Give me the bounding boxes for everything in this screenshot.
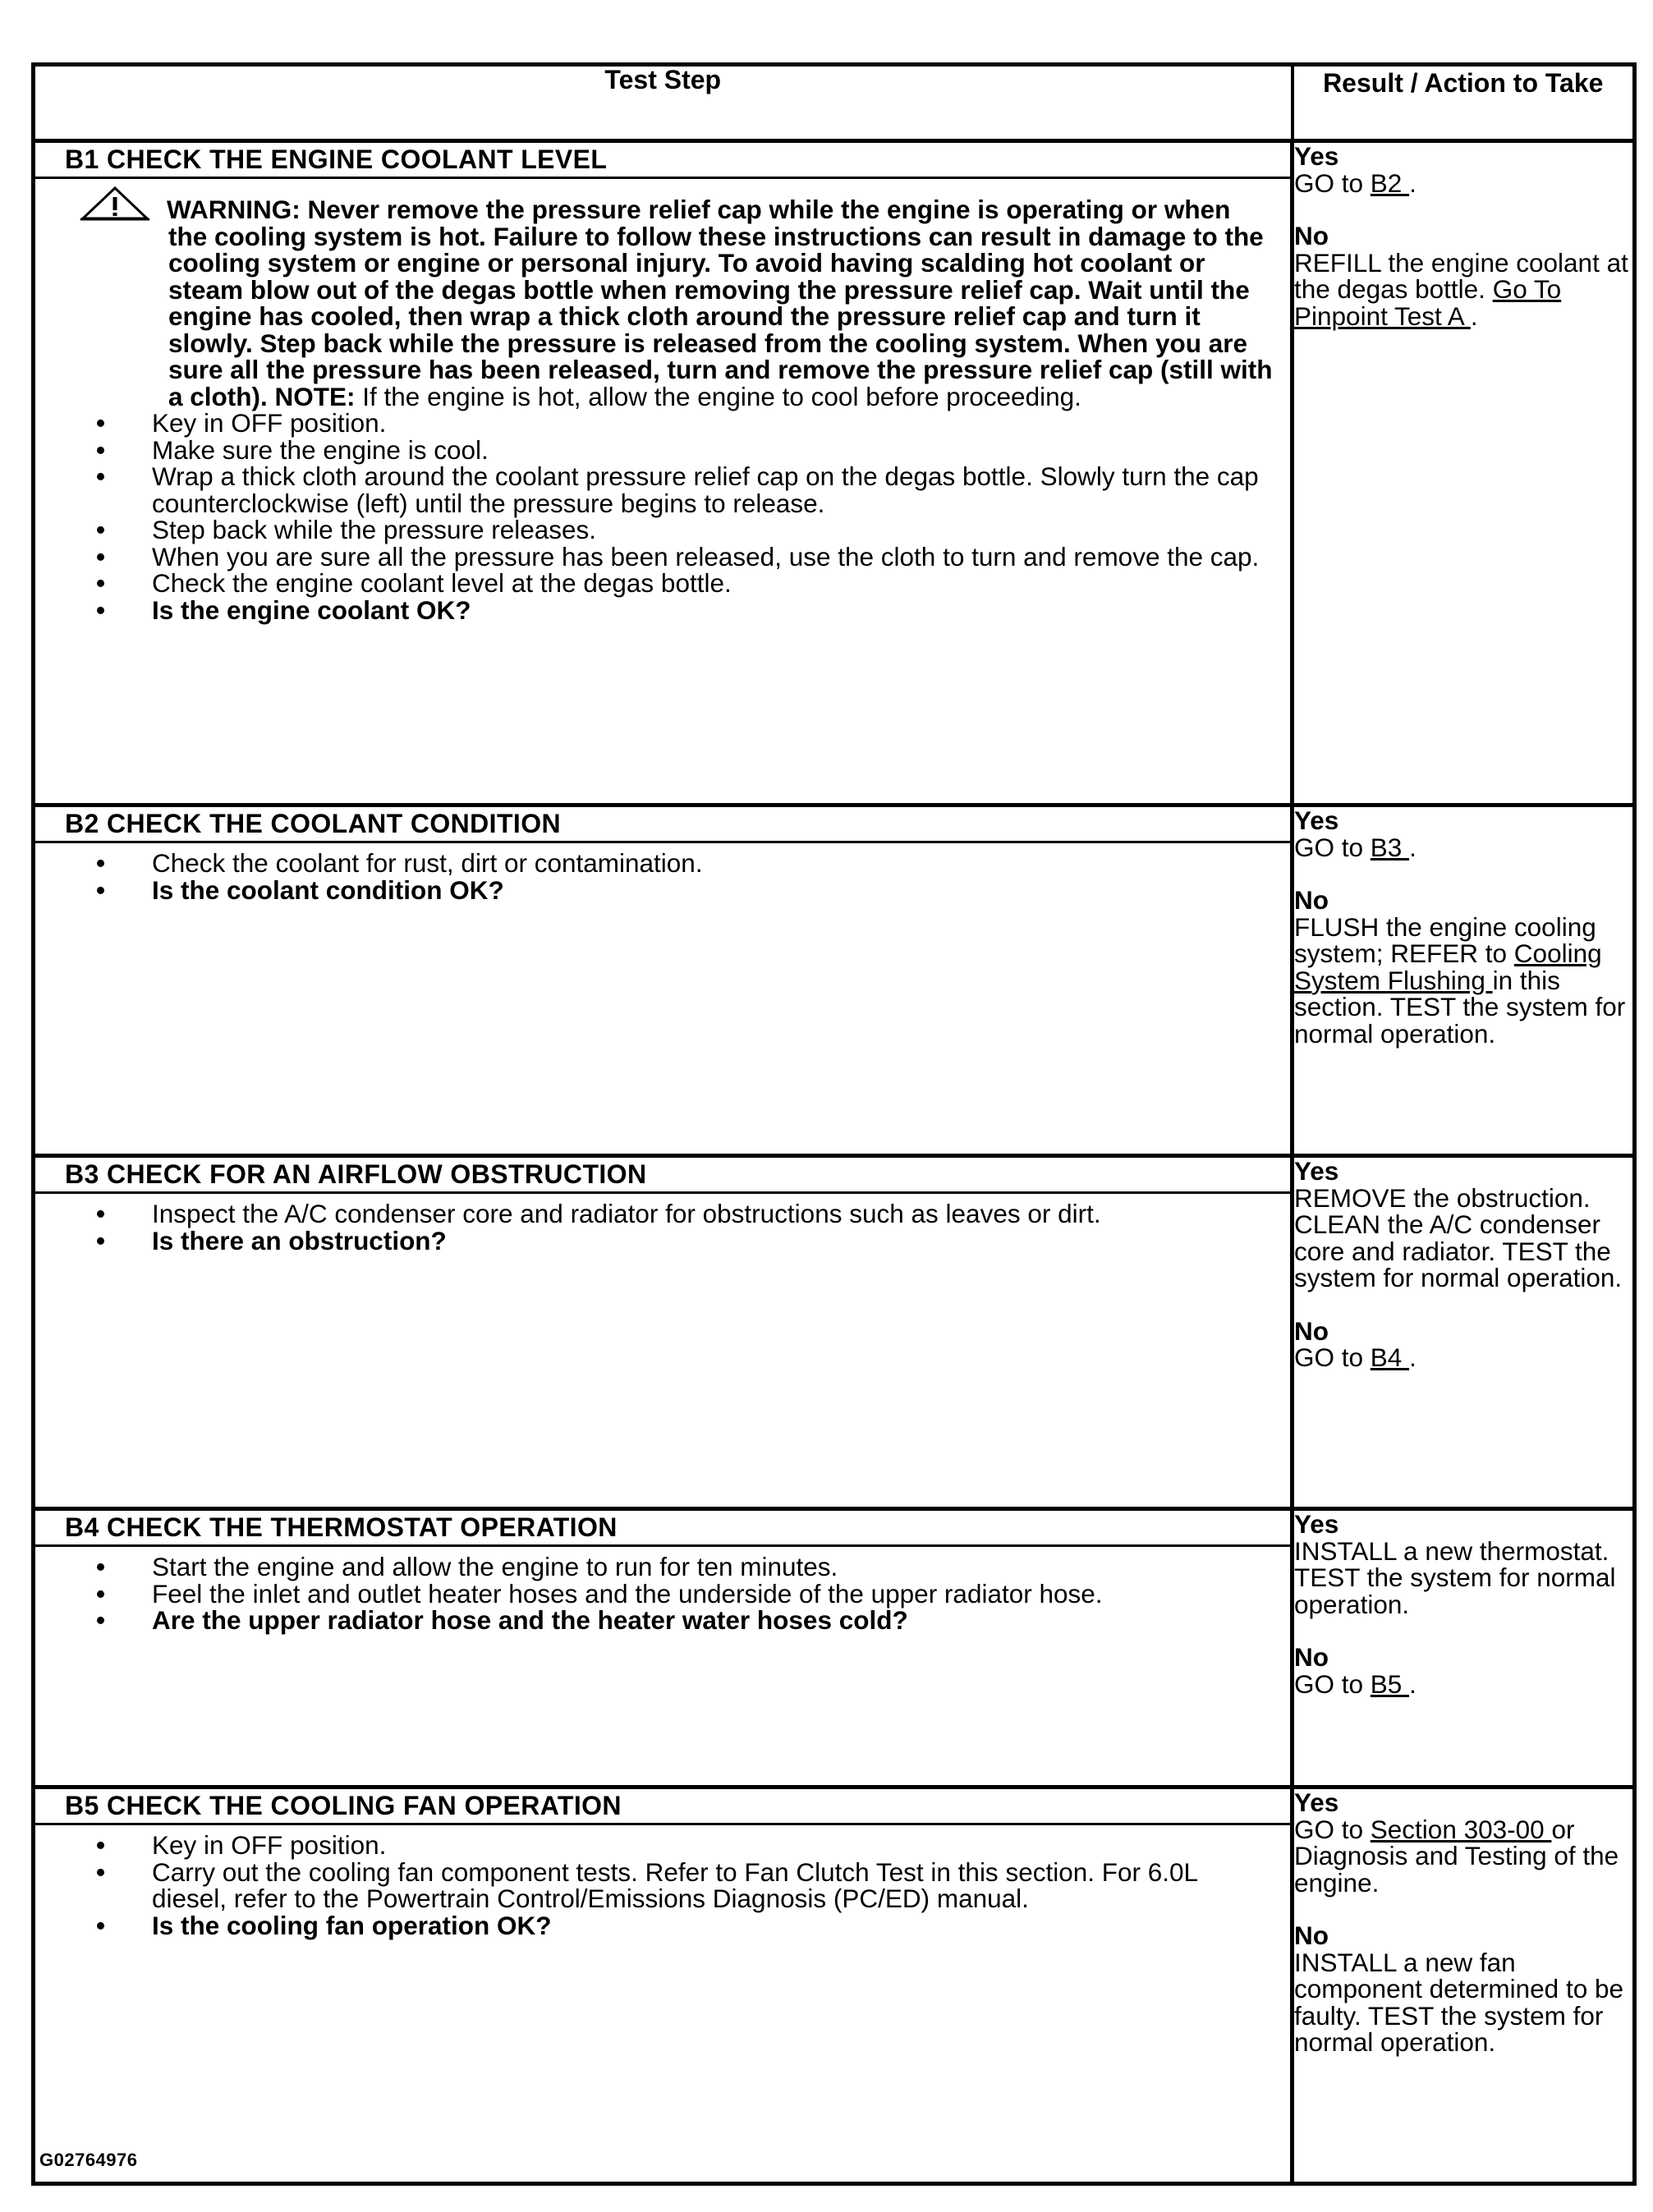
action-text: GO to [1294,1814,1371,1844]
result-spacer [1294,1618,1632,1644]
step-question: • Are the upper radiator hose and the heater water hoses cold? [152,1607,1274,1634]
result-label: Yes [1294,1509,1339,1539]
action-link[interactable]: B3 [1370,832,1410,862]
action-text-end: in this section. TEST the system for normal operation. [1294,965,1626,1049]
instruction-item: • Wrap a thick cloth around the coolant pressure relief cap on the degas bottle. Slowly turn the cap counterclockwise (left) until the pressure begins to release. [152,463,1274,516]
instruction-item: • When you are sure all the pressure has been released, use the cloth to turn and remove the cap. [152,544,1274,571]
instruction-list [52,410,1274,623]
step-instructions [35,1547,1290,1785]
step-title: B4 CHECK THE THERMOSTAT OPERATION [35,1511,1290,1547]
result-action [1294,1535,1632,1619]
action-text: INSTALL a new fan component determined to be faulty. TEST the system for normal operation. [1294,1947,1624,2057]
step-instructions [35,1194,1290,1507]
figure-code: G02764976 [39,2150,138,2170]
result-action [1294,170,1632,197]
result-action [1294,834,1632,861]
action-link[interactable]: B5 [1370,1668,1410,1699]
action-text: REFILL the engine coolant at the degas bottle. [1294,247,1628,304]
result-spacer [1294,860,1632,887]
step-instructions [35,179,1290,803]
test-step-cell [34,141,1293,805]
result-action-cell [1293,1156,1635,1509]
action-text: INSTALL a new thermostat. TEST the system for normal operation. [1294,1535,1616,1619]
result-action-cell [1293,1509,1635,1787]
result-spacer [1294,196,1632,223]
test-step-row [34,141,1635,805]
instruction-list [52,1200,1274,1254]
action-link[interactable]: Section 303-00 [1370,1814,1552,1844]
action-link[interactable]: B4 [1370,1342,1410,1372]
instruction-item: • Start the engine and allow the engine to run for ten minutes. [152,1553,1274,1581]
action-link[interactable]: Go To Pinpoint Test A [1294,274,1562,331]
instruction-item: • Check the engine coolant level at the degas bottle. [152,570,1274,597]
result-action [1294,1344,1632,1371]
step-question: • Is the coolant condition OK? [152,877,1274,904]
instruction-item: • Feel the inlet and outlet heater hoses and the underside of the upper radiator hose. [152,1581,1274,1608]
test-step-cell [34,1509,1293,1787]
action-text: FLUSH the engine cooling system; REFER to [1294,911,1596,968]
action-text-end: . [1409,168,1417,198]
action-text: GO to [1294,1668,1371,1699]
test-step-cell [34,1156,1293,1509]
result-action-cell [1293,141,1635,805]
result-action [1294,1816,1632,1897]
instruction-item: • Inspect the A/C condenser core and radiator for obstructions such as leaves or dirt. [152,1200,1274,1228]
step-title: B1 CHECK THE ENGINE COOLANT LEVEL [35,143,1290,179]
step-instructions [35,843,1290,1154]
test-step-cell [34,805,1293,1156]
procedure-document [31,62,1632,2186]
result-spacer [1294,1292,1632,1318]
result-action [1294,911,1632,1049]
result-label: Yes [1294,1156,1339,1186]
result-label: No [1294,221,1329,250]
result-label: No [1294,1921,1329,1950]
result-action-cell [1293,805,1635,1156]
action-text-end: . [1470,301,1478,331]
action-text-end: . [1409,1668,1417,1699]
result-label: No [1294,885,1329,915]
instruction-item: • Check the coolant for rust, dirt or contamination. [152,850,1274,877]
action-text: GO to [1294,1342,1371,1372]
test-step-row [34,805,1635,1156]
test-step-row [34,1509,1635,1787]
instruction-item: • Step back while the pressure releases. [152,516,1274,544]
test-step-table [31,62,1637,2186]
step-question: • Is the cooling fan operation OK? [152,1912,1274,1939]
test-step-row [34,1787,1635,2184]
test-step-row [34,1156,1635,1509]
test-step-cell [34,1787,1293,2184]
step-title: B3 CHECK FOR AN AIRFLOW OBSTRUCTION [35,1158,1290,1194]
result-label: Yes [1294,1787,1339,1817]
action-text-end: . [1409,832,1417,862]
warning-note [52,186,1274,410]
step-question: • Is the engine coolant OK? [152,597,1274,624]
result-label: No [1294,1642,1329,1672]
instruction-list [52,850,1274,903]
action-text-end: or Diagnosis and Testing of the engine. [1294,1814,1619,1898]
step-title: B5 CHECK THE COOLING FAN OPERATION [35,1789,1290,1825]
result-action-header: Result / Action to Take [1293,65,1635,141]
action-text: GO to [1294,832,1371,862]
action-text: REMOVE the obstruction. CLEAN the A/C condenser core and radiator. TEST the system for normal operation. [1294,1182,1623,1292]
step-question: • Is there an obstruction? [152,1228,1274,1255]
warning-text: WARNING: Never remove the pressure relief cap while the engine is operating or when the cooling system is hot. Failure to follow these instructions can result in damage to the cooling system or engine or personal injury. To avoid having scalding hot coolant or steam blow out of the degas bottle when removing the pressure relief cap. Wait until the engine has cooled, then wrap a thick cloth around the pressure relief cap and turn it slowly. Step back while the pressure is released from the cooling system. When you are sure all the pressure has been released, turn and remove the pressure relief cap (still with a cloth). [167,195,1273,411]
result-label: Yes [1294,805,1339,835]
action-text: GO to [1294,168,1371,198]
instruction-item: • Carry out the cooling fan component tests. Refer to Fan Clutch Test in this section. For 6.0L diesel, refer to the Powertrain Control/Emissions Diagnosis (PC/ED) manual. [152,1859,1274,1912]
step-title: B2 CHECK THE COOLANT CONDITION [35,807,1290,843]
result-label: No [1294,1315,1329,1346]
action-link[interactable]: B2 [1370,168,1410,198]
result-label: Yes [1294,141,1339,171]
result-action [1294,1182,1632,1292]
note-text: If the engine is hot, allow the engine to cool before proceeding. [355,381,1081,411]
instruction-item: • Make sure the engine is cool. [152,437,1274,464]
action-text-end: . [1409,1342,1417,1372]
table-header-row [34,65,1635,141]
instruction-list [52,1832,1274,1939]
instruction-list [52,1553,1274,1634]
note-label: NOTE: [274,381,356,411]
result-action-cell [1293,1787,1635,2184]
result-action [1294,247,1632,331]
result-action [1294,1949,1632,2056]
action-link[interactable]: Cooling System Flushing [1294,938,1602,995]
result-action [1294,1668,1632,1699]
result-spacer [1294,1896,1632,1922]
test-step-header: Test Step [34,65,1293,141]
instruction-item: • Key in OFF position. [152,1832,1274,1859]
step-instructions [35,1825,1290,2182]
instruction-item: • Key in OFF position. [152,410,1274,437]
warning-triangle-icon [80,186,150,222]
